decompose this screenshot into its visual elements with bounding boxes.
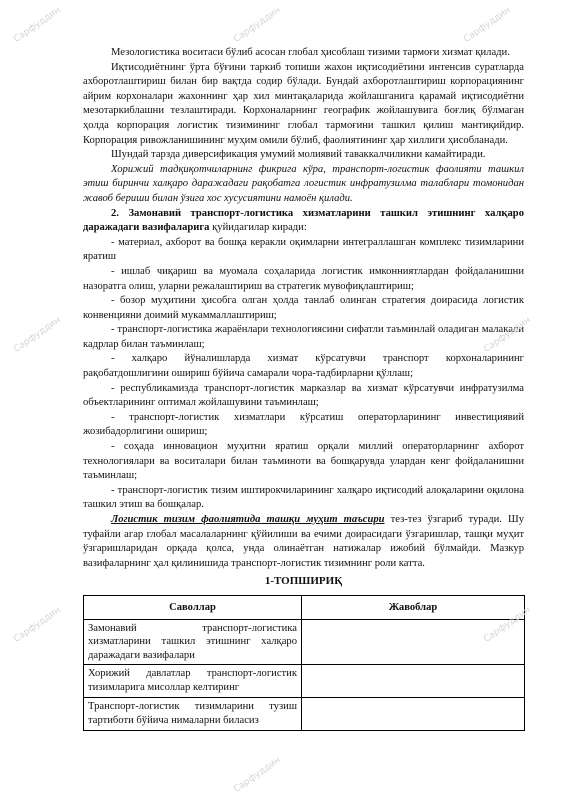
question-cell: Транспорт-логистик тизимларини тузиш тартиботи бўйича нималарни биласиз (84, 698, 302, 731)
watermark-text: Сарфуддин (12, 605, 63, 645)
answers-header: Жавоблар (302, 595, 525, 619)
paragraph-diversification: Шундай тарзда диверсификация умумий молиявий таваккалчиликни камайтиради. (111, 149, 486, 161)
section-heading-2 (83, 207, 524, 236)
answer-cell[interactable] (302, 619, 525, 665)
external-environment-bold: Логистик тизим фаолиятида ташқи муҳит таъсири (111, 514, 385, 525)
task-table (83, 595, 525, 732)
paragraph-economy: Иқтисодиётнинг ўрта бўғини таркиб топиши жахон иқтисодиётини интенсив суратларда ахборотлаштириш билан бир вақтда содир бўлади. Бундай ахборотлаштириш корпорациянинг айрим корхоналари жахоннинг ҳар хил минтақаларида жойлашганига қарамай иқтисодиётни мезотаркиблашни тезлаштиради. Корхоналарнинг географик жойлашувига боғлиқ бўлмаган ҳолда корпорация логистик тизимининг глобал тармоғини ташкил қилиш мантиқийдир. Корпорация ривожланишининг муҳим омили бўлиб, фаолиятининг ҳар хиллиги ҳисобланади. (83, 61, 524, 146)
table-row (84, 619, 525, 665)
list-item: - ишлаб чиқариш ва муомала соҳаларида логистик имконниятлардан фойдаланишни назоратга олиш, уларни режалаштириш ва стратегик мувофиқлаштириш; (83, 265, 524, 292)
table-row (84, 698, 525, 731)
paragraph-mesologistics: Мезологистика воситаси бўлиб асосан глобал ҳисоблаш тизими тармоғи хизмат қилади. (111, 47, 510, 58)
paragraph-foreign-research: Хорижий тадқиқотчиларнинг фикрига кўра, транспорт-логистик фаолияти ташкил этиш биринчи халқаро даражадаги рақобатга логистик инфратузилма талаблари томонидан жавоб бериши билан ўзига хос хусусиятини намоён қилади. (83, 163, 524, 204)
watermark-text: Сарфуддин (232, 755, 283, 795)
watermark-text: Сарфуддин (482, 315, 533, 355)
section-heading-rest: қуйидагилар киради: (209, 222, 307, 234)
watermark-text: Сарфуддин (232, 5, 283, 45)
list-item: - транспорт-логистика жараёнлари технологиясини сифатли таъминлай оладиган малакали кадрлар билан таъминлаш; (83, 324, 524, 350)
list-item: - бозор муҳитини ҳисобга олган ҳолда танлаб олинган стратегия доирасида логистик конвенцияни доимий мукаммаллаштириш; (83, 295, 524, 321)
question-cell: Хорижий давлатлар транспорт-логистик тизимларига мисоллар келтиринг (84, 665, 302, 698)
paragraph-external-environment (83, 513, 524, 571)
task-title: 1-ТОПШИРИҚ (264, 575, 343, 588)
list-item: - материал, ахборот ва бошқа керакли оқимларни интеграллашган комплекс тизимларини яратиш (83, 236, 524, 263)
list-item: - республикамизда транспорт-логистик марказлар ва хизмат кўрсатувчи инфратузилма объектларининг оптимал жойлашувини таъминлаш; (83, 382, 524, 409)
section-heading-bold: 2. Замонавий транспорт-логистика хизматларини ташкил этишнинг халқаро даражадаги вазифаларига (83, 207, 524, 234)
list-item: - халқаро йўналишларда хизмат кўрсатувчи транспорт корхоналарининг рақобатдошлигини ошириш бўйича самарали чора-тадбирларни қўллаш; (83, 353, 524, 380)
watermark-text: Сарфуддин (12, 5, 63, 45)
external-environment-rest: тез-тез ўзгариб туради. Шу туфайли агар глобал масалаларнинг қўйилиши ва ечими доирасидаги ўзгаришлар, ташқи муҳит ўзгаришларидан орқада қолса, унда олинаётган натижалар ижобий бўлмайди. Мазкур вазифаларнинг ҳал қилинишида транспорт-логистик тизимнинг роли катта. (83, 514, 524, 569)
question-cell: Замонавий транспорт-логистика хизматларини ташкил этишнинг халқаро даражадаги вазифалари (84, 619, 302, 665)
answer-cell[interactable] (302, 665, 525, 698)
watermark-text: Сарфуддин (12, 315, 63, 355)
list-item: - транспорт-логистик хизматлари кўрсатиш операторларининг инвестициявий жозибадорлигини ошириш; (83, 411, 524, 438)
watermark-text: Сарфуддин (462, 5, 513, 45)
questions-header: Саволлар (84, 595, 302, 619)
list-item: - транспорт-логистик тизим иштирокчиларининг халқаро иқтисодий алоқаларини оқилона ташкил этиш ва бошқалар. (83, 484, 524, 511)
document-page (83, 46, 524, 731)
watermark-text: Сарфуддин (482, 605, 533, 645)
answer-cell[interactable] (302, 698, 525, 731)
table-row (84, 665, 525, 698)
list-item: - соҳада инновацион муҳитни яратиш орқали миллий операторларнинг ахборот технологиялари ва воситалари билан таъминоти ва бошқарувда улардан кенг фойдаланишни таъминлаш; (83, 441, 524, 482)
